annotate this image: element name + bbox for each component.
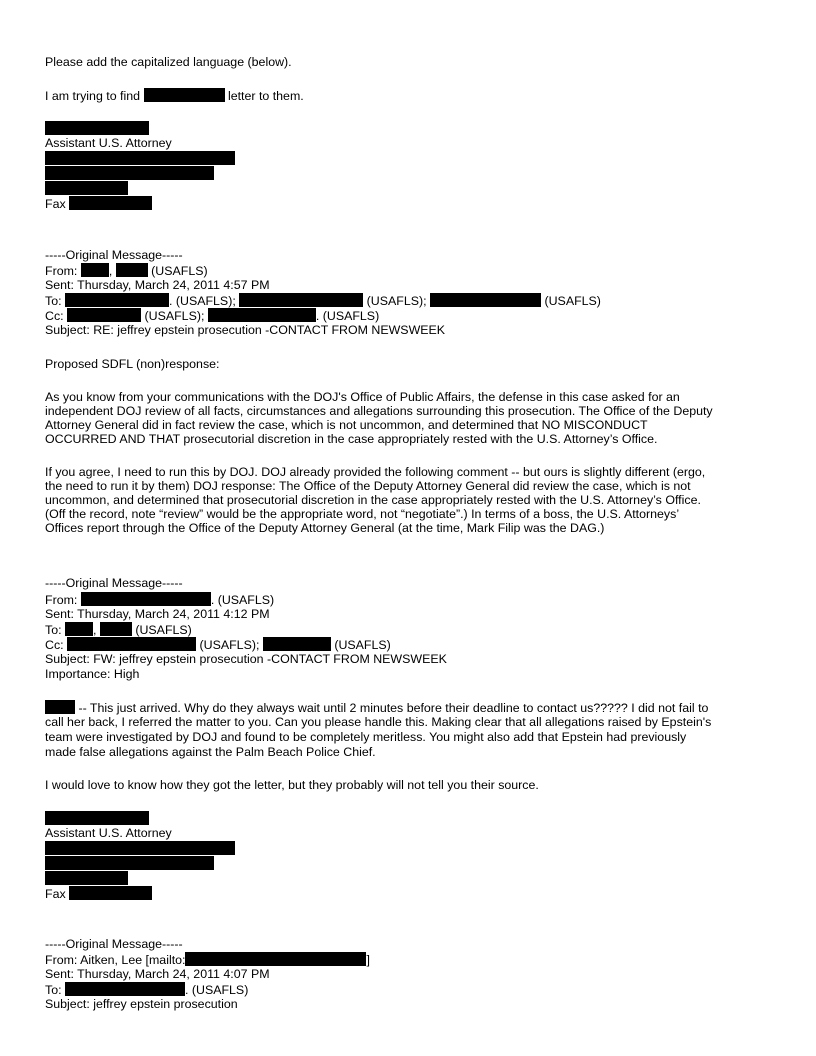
redaction-block	[45, 181, 128, 195]
intro-line-2	[45, 88, 304, 104]
from-label: From:	[45, 593, 78, 607]
body-text: made false allegations against the Palm Beach Police Chief.	[45, 745, 376, 759]
redaction-block	[185, 952, 366, 966]
cc-org: (USAFLS);	[144, 309, 205, 323]
intro-line: Please add the capitalized language (below).	[45, 55, 292, 69]
body-text: I would love to know how they got the letter, but they probably will not tell you their source.	[45, 778, 539, 792]
redaction-block	[430, 293, 541, 307]
body-text: Proposed SDFL (non)response:	[45, 357, 220, 371]
body-text: the need to run it by them) DOJ response: The Office of the Deputy Attorney General did review the case, which is not	[45, 479, 691, 493]
separator: ,	[92, 623, 97, 637]
redaction-block	[100, 622, 132, 636]
email-from	[45, 952, 370, 968]
to-org: (USAFLS)	[135, 623, 192, 637]
body-text: team were investigated by DOJ and found to be completely meritless. You might also add that Epstein had previously	[45, 730, 687, 744]
email-importance: Importance: High	[45, 667, 140, 681]
redaction-block	[144, 88, 225, 102]
from-text: ]	[366, 953, 370, 967]
fax-label: Fax	[45, 887, 66, 901]
signature-fax	[45, 886, 152, 902]
to-label: To:	[45, 983, 62, 997]
body-text: call her back, I referred the matter to you. Can you please handle this. Making clear that all allegations raised by Epstein's	[45, 715, 712, 729]
to-label: To:	[45, 294, 62, 308]
body-text: OCCURRED AND THAT prosecutorial discretion in the case appropriately rested with the U.S. Attorney’s Office.	[45, 432, 658, 446]
signature-title: Assistant U.S. Attorney	[45, 826, 172, 840]
email-from	[45, 263, 208, 279]
email-to	[45, 622, 192, 638]
redaction-block	[45, 811, 149, 825]
redaction-block	[45, 841, 235, 855]
redaction-block	[81, 263, 109, 277]
redaction-block	[45, 700, 75, 714]
email-sent: Sent: Thursday, March 24, 2011 4:12 PM	[45, 607, 270, 621]
original-message-header: -----Original Message-----	[45, 248, 183, 262]
redaction-block	[81, 592, 211, 606]
to-org: . (USAFLS)	[184, 983, 249, 997]
redaction-block	[263, 637, 331, 651]
body-text: As you know from your communications with the DOJ's Office of Public Affairs, the defense in this case asked for an	[45, 390, 680, 404]
redaction-block	[65, 622, 93, 636]
redaction-block	[45, 151, 235, 165]
body-text-span: -- This just arrived. Why do they always wait until 2 minutes before their deadline to contact us????? I did not fail to	[78, 701, 709, 715]
body-text: Offices report through the Office of the Deputy Attorney General (at the time, Mark Filip was the DAG.)	[45, 521, 605, 535]
email-sent: Sent: Thursday, March 24, 2011 4:57 PM	[45, 278, 270, 292]
email-subject: Subject: FW: jeffrey epstein prosecution -CONTACT FROM NEWSWEEK	[45, 652, 447, 666]
to-org: (USAFLS);	[366, 294, 427, 308]
intro-text: I am trying to find	[45, 89, 141, 103]
redaction-block	[69, 196, 152, 210]
body-text: If you agree, I need to run this by DOJ. DOJ already provided the following comment -- but ours is slightly different (ergo,	[45, 465, 706, 479]
original-message-header: -----Original Message-----	[45, 937, 183, 951]
redaction-block	[45, 856, 214, 870]
cc-label: Cc:	[45, 309, 64, 323]
to-label: To:	[45, 623, 62, 637]
body-text	[45, 700, 708, 716]
body-text: uncommon, and determined that prosecutorial discretion in the case appropriately rested with the U.S. Attorney’s Office.	[45, 493, 701, 507]
redaction-block	[67, 308, 141, 322]
redaction-block	[65, 982, 185, 996]
fax-label: Fax	[45, 197, 66, 211]
body-text: (Off the record, note “review” would be the appropriate word, not “negotiate”.) In terms of a boss, the U.S. Attorneys’	[45, 507, 680, 521]
redaction-block	[67, 637, 196, 651]
signature-fax	[45, 196, 152, 212]
from-org: (USAFLS)	[151, 264, 208, 278]
redaction-block	[116, 263, 148, 277]
from-label: From:	[45, 264, 78, 278]
email-cc	[45, 637, 391, 653]
to-org: . (USAFLS);	[168, 294, 236, 308]
email-to	[45, 293, 601, 309]
email-cc	[45, 308, 379, 324]
cc-org: (USAFLS)	[334, 638, 391, 652]
original-message-header: -----Original Message-----	[45, 576, 183, 590]
from-org: . (USAFLS)	[210, 593, 275, 607]
redaction-block	[69, 886, 152, 900]
to-org: (USAFLS)	[544, 294, 601, 308]
cc-org: . (USAFLS)	[315, 309, 380, 323]
from-text: From: Aitken, Lee [mailto:	[45, 953, 186, 967]
body-text: Attorney General did in fact review the case, which is not uncommon, and determined that NO MISCONDUCT	[45, 418, 648, 432]
redaction-block	[208, 308, 316, 322]
redaction-block	[45, 121, 149, 135]
separator: ,	[108, 264, 113, 278]
cc-org: (USAFLS);	[199, 638, 260, 652]
redaction-block	[239, 293, 363, 307]
email-subject: Subject: RE: jeffrey epstein prosecution -CONTACT FROM NEWSWEEK	[45, 323, 446, 337]
redaction-block	[45, 871, 128, 885]
email-sent: Sent: Thursday, March 24, 2011 4:07 PM	[45, 967, 270, 981]
email-subject: Subject: jeffrey epstein prosecution	[45, 997, 238, 1011]
cc-label: Cc:	[45, 638, 64, 652]
redaction-block	[45, 166, 214, 180]
redaction-block	[65, 293, 169, 307]
email-from	[45, 592, 274, 608]
signature-title: Assistant U.S. Attorney	[45, 136, 172, 150]
intro-text: letter to them.	[227, 89, 304, 103]
body-text: independent DOJ review of all facts, circumstances and allegations surrounding this prosecution. The Office of the Deputy	[45, 404, 713, 418]
email-to	[45, 982, 248, 998]
